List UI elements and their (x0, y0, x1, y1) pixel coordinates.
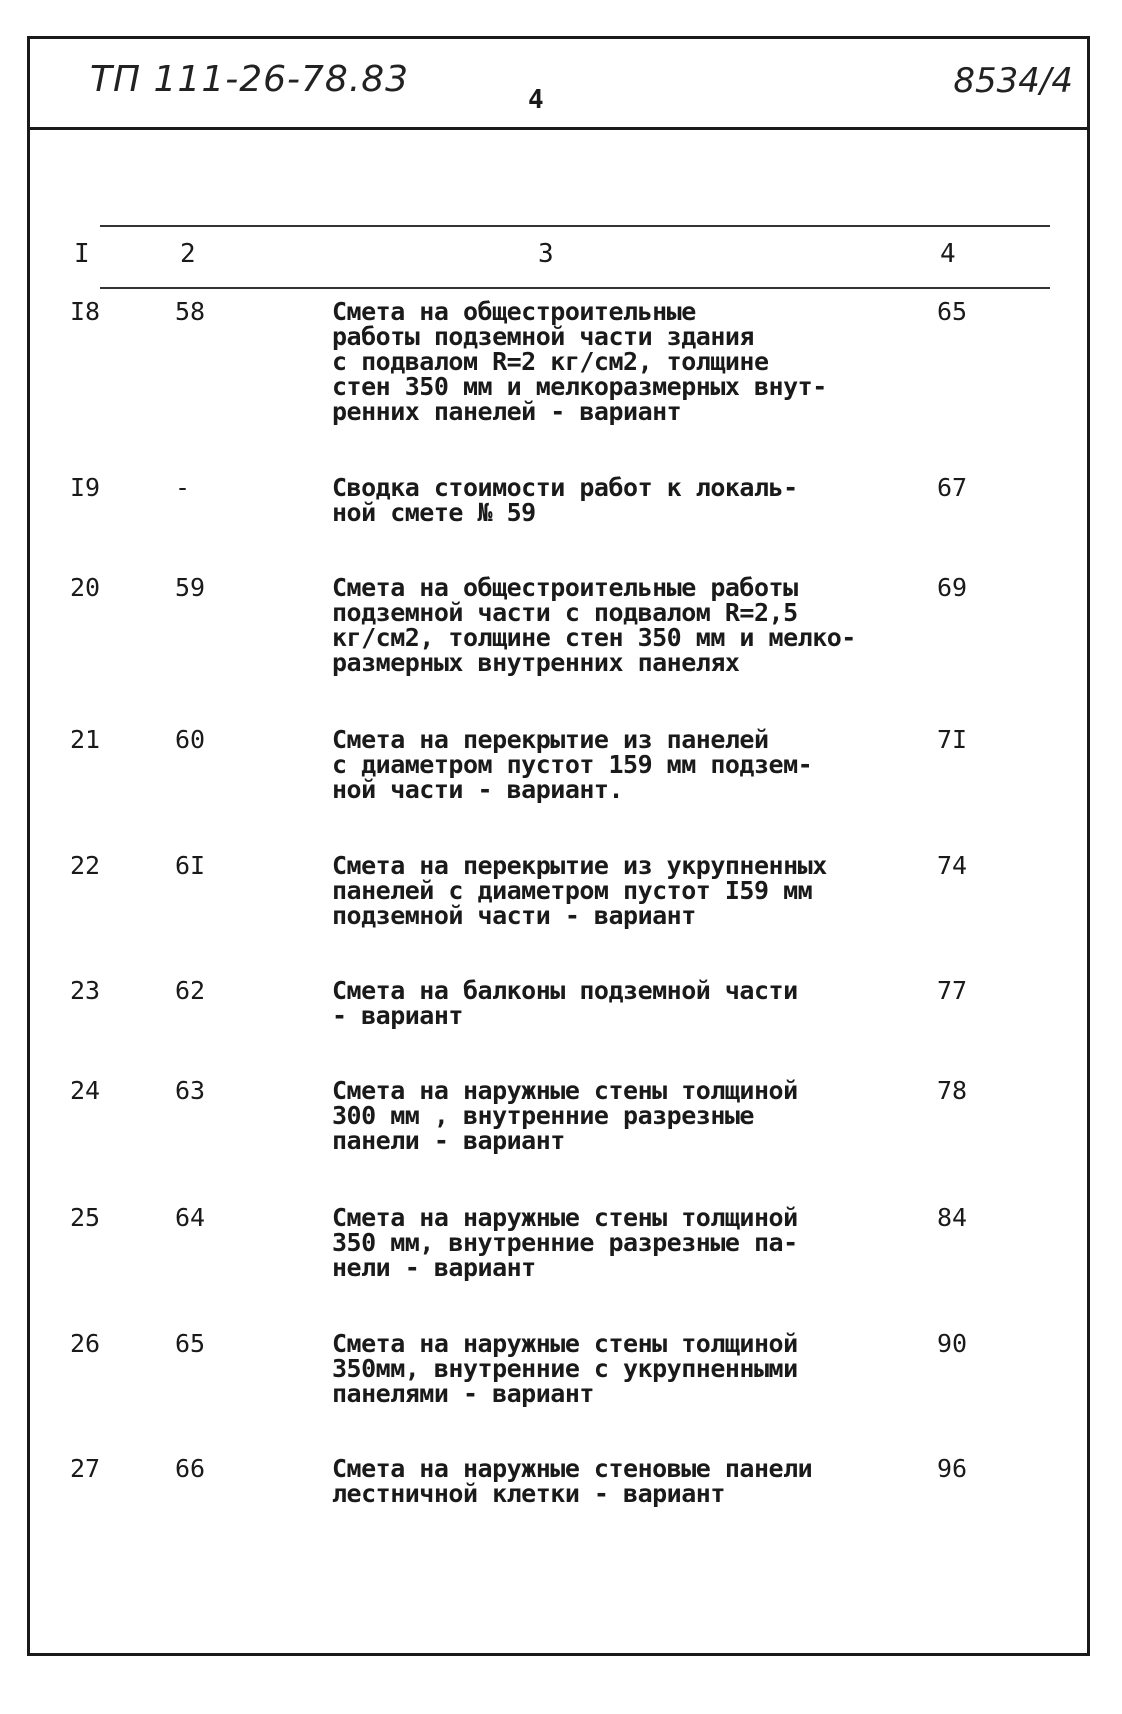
description-line: Смета на наружные стены толщиной (332, 1076, 798, 1105)
description-line: Смета на наружные стены толщиной (332, 1329, 798, 1358)
estimate-code: 58 (175, 297, 206, 326)
estimate-description (332, 1205, 892, 1280)
description-line: нели - вариант (332, 1253, 536, 1282)
estimate-description (332, 575, 892, 675)
description-line: кг/см2, толщине стен 350 мм и мелко- (332, 623, 856, 652)
page-reference: 77 (937, 976, 968, 1005)
description-line: с диаметром пустот 159 мм подзем- (332, 750, 813, 779)
row-number: 22 (70, 851, 101, 880)
estimate-code: 6I (175, 851, 206, 880)
header-divider (30, 127, 1087, 130)
estimate-code: - (175, 473, 191, 502)
estimate-code: 59 (175, 573, 206, 602)
estimate-code: 60 (175, 725, 206, 754)
row-number: 27 (70, 1454, 101, 1483)
description-line: Смета на наружные стены толщиной (332, 1203, 798, 1232)
estimate-description (332, 1331, 892, 1406)
page-reference: 65 (937, 297, 968, 326)
description-line: Сводка стоимости работ к локаль- (332, 473, 798, 502)
column-header-4: 4 (940, 239, 956, 269)
estimate-description (332, 475, 892, 525)
row-number: 20 (70, 573, 101, 602)
description-line: ной смете № 59 (332, 498, 536, 527)
estimate-code: 64 (175, 1203, 206, 1232)
description-line: размерных внутренних панелях (332, 648, 740, 677)
description-line: с подвалом R=2 кг/см2, толщине (332, 347, 769, 376)
row-number: I8 (70, 297, 101, 326)
description-line: Смета на балконы подземной части (332, 976, 798, 1005)
estimate-description (332, 1078, 892, 1153)
description-line: 350 мм, внутренние разрезные па- (332, 1228, 798, 1257)
estimate-description (332, 727, 892, 802)
description-line: подземной части с подвалом R=2,5 (332, 598, 798, 627)
estimate-code: 63 (175, 1076, 206, 1105)
description-line: панелей с диаметром пустот I59 мм (332, 876, 813, 905)
description-line: Смета на общестроительные работы (332, 573, 798, 602)
row-number: 24 (70, 1076, 101, 1105)
estimate-code: 65 (175, 1329, 206, 1358)
description-line: панелями - вариант (332, 1379, 594, 1408)
description-line: 300 мм , внутренние разрезные (332, 1101, 754, 1130)
estimate-description (332, 978, 892, 1028)
description-line: Смета на перекрытие из укрупненных (332, 851, 827, 880)
page-reference: 74 (937, 851, 968, 880)
description-line: 350мм, внутренние с укрупненными (332, 1354, 798, 1383)
row-number: 26 (70, 1329, 101, 1358)
description-line: лестничной клетки - вариант (332, 1479, 725, 1508)
description-line: панели - вариант (332, 1126, 565, 1155)
description-line: ной части - вариант. (332, 775, 624, 804)
page-reference: 78 (937, 1076, 968, 1105)
estimate-code: 62 (175, 976, 206, 1005)
row-number: 21 (70, 725, 101, 754)
column-header-3: 3 (538, 239, 554, 269)
page-reference: 67 (937, 473, 968, 502)
page-reference: 90 (937, 1329, 968, 1358)
description-line: подземной части - вариант (332, 901, 696, 930)
estimate-code: 66 (175, 1454, 206, 1483)
description-line: стен 350 мм и мелкоразмерных внут- (332, 372, 827, 401)
table-top-rule (100, 225, 1050, 227)
page-reference: 96 (937, 1454, 968, 1483)
description-line: Смета на перекрытие из панелей (332, 725, 769, 754)
page-reference: 84 (937, 1203, 968, 1232)
estimate-description (332, 853, 892, 928)
row-number: I9 (70, 473, 101, 502)
table-header-rule (100, 287, 1050, 289)
page-reference: 7I (937, 725, 968, 754)
description-line: ренних панелей - вариант (332, 397, 682, 426)
page-number: 4 (528, 85, 544, 115)
description-line: Смета на общестроительные (332, 297, 696, 326)
document-code-stamp: ТП 111-26-78.83 (90, 59, 410, 100)
archive-number-stamp: 8534/4 (953, 61, 1073, 101)
page-frame (27, 36, 1090, 1656)
row-number: 25 (70, 1203, 101, 1232)
column-header-1: I (74, 239, 90, 269)
description-line: работы подземной части здания (332, 322, 754, 351)
description-line: Смета на наружные стеновые панели (332, 1454, 813, 1483)
description-line: - вариант (332, 1001, 463, 1030)
row-number: 23 (70, 976, 101, 1005)
estimate-description (332, 299, 892, 424)
column-header-2: 2 (180, 239, 196, 269)
estimate-description (332, 1456, 892, 1506)
page-reference: 69 (937, 573, 968, 602)
